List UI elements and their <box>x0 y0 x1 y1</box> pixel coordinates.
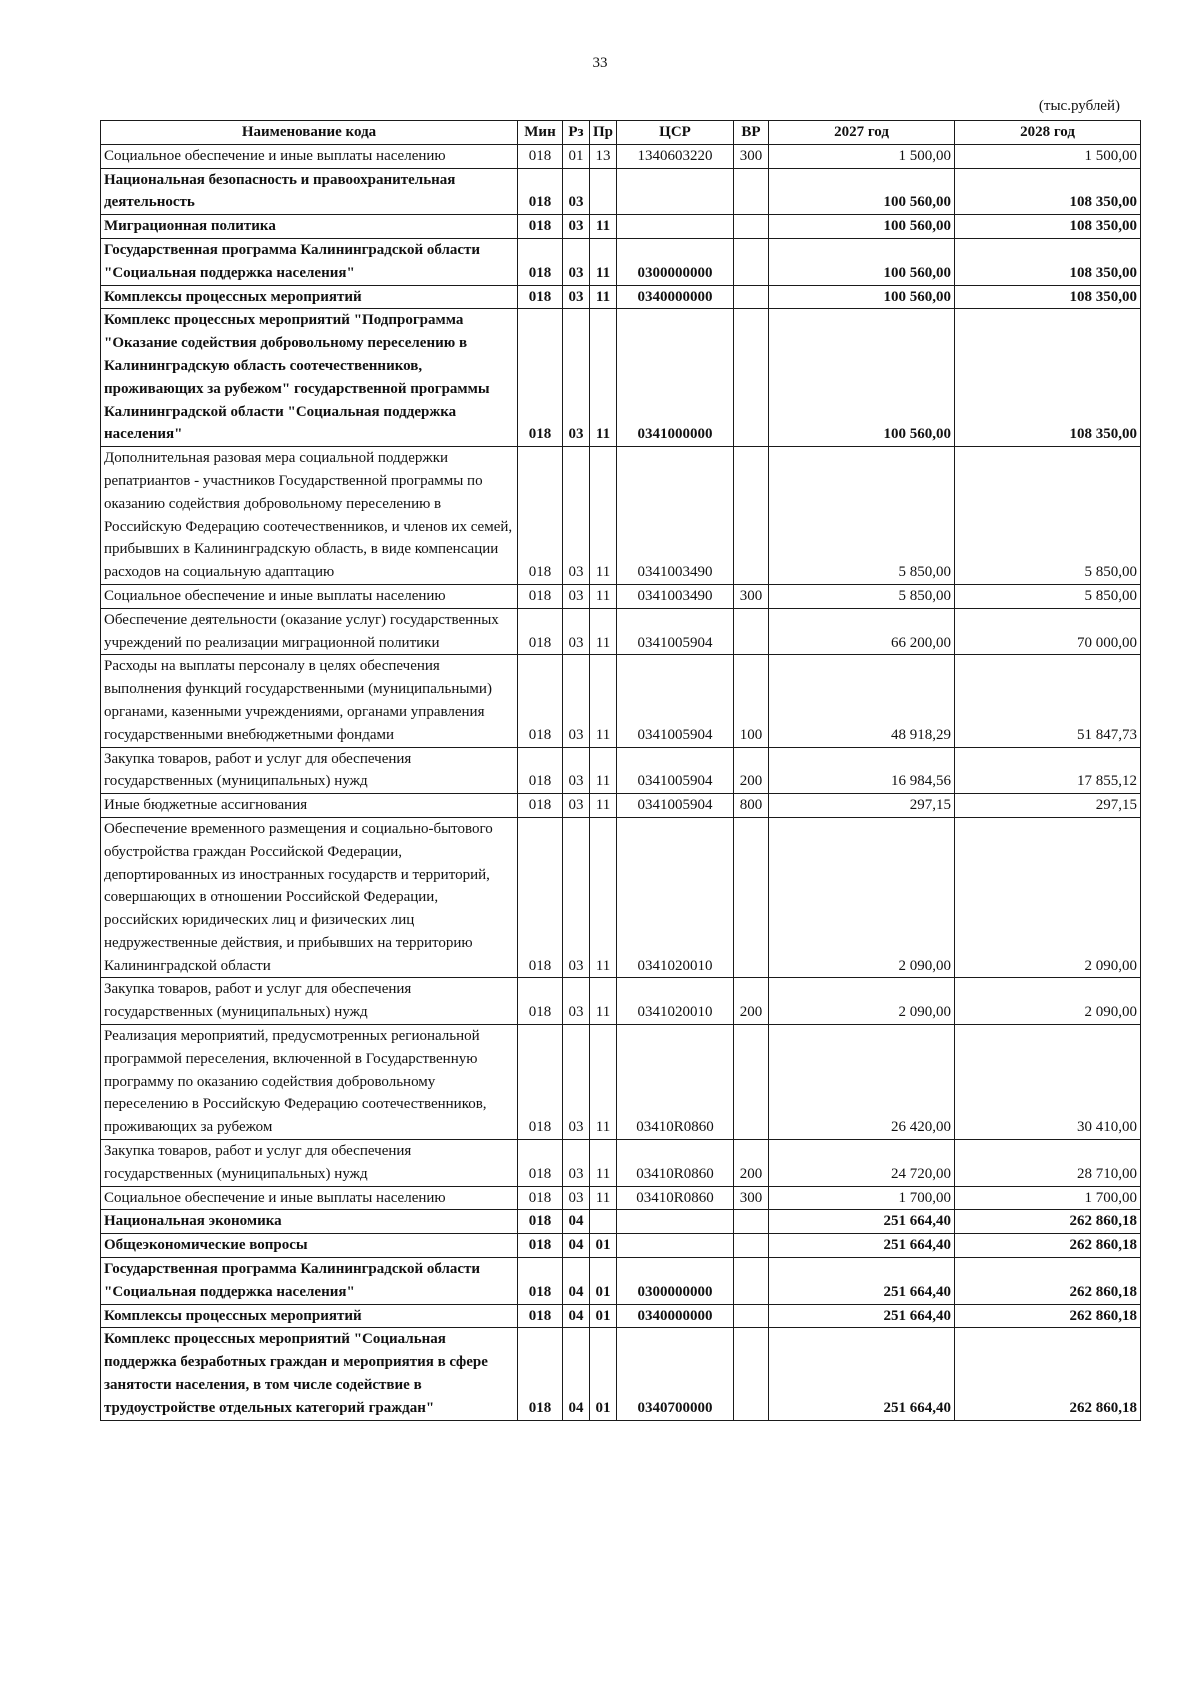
table-row <box>101 1140 1141 1187</box>
table-row <box>101 309 1141 447</box>
cell-amount-2027: 66 200,00 <box>769 608 955 655</box>
cell-amount-2027: 251 664,40 <box>769 1304 955 1328</box>
header-year-2027: 2027 год <box>769 121 955 145</box>
table-row <box>101 238 1141 285</box>
cell-pr: 13 <box>590 144 617 168</box>
cell-rz: 03 <box>563 238 590 285</box>
cell-min: 018 <box>518 285 563 309</box>
cell-vr <box>734 817 769 978</box>
cell-vr <box>734 608 769 655</box>
cell-amount-2027: 251 664,40 <box>769 1234 955 1258</box>
table-header-row <box>101 121 1141 145</box>
table-row <box>101 1328 1141 1420</box>
cell-amount-2027: 100 560,00 <box>769 238 955 285</box>
cell-min: 018 <box>518 144 563 168</box>
cell-name: Комплексы процессных мероприятий <box>101 1304 518 1328</box>
cell-rz: 04 <box>563 1210 590 1234</box>
cell-vr <box>734 1210 769 1234</box>
cell-csr <box>617 215 734 239</box>
cell-vr: 300 <box>734 1186 769 1210</box>
cell-amount-2027: 2 090,00 <box>769 817 955 978</box>
cell-rz: 03 <box>563 215 590 239</box>
table-row <box>101 1210 1141 1234</box>
cell-pr: 11 <box>590 584 617 608</box>
cell-min: 018 <box>518 1186 563 1210</box>
cell-vr <box>734 447 769 585</box>
cell-amount-2028: 108 350,00 <box>955 215 1141 239</box>
cell-amount-2027: 1 700,00 <box>769 1186 955 1210</box>
table-row <box>101 1025 1141 1140</box>
cell-csr: 0341020010 <box>617 817 734 978</box>
cell-pr: 11 <box>590 655 617 747</box>
cell-amount-2028: 108 350,00 <box>955 285 1141 309</box>
cell-min: 018 <box>518 1210 563 1234</box>
table-row <box>101 817 1141 978</box>
cell-name: Дополнительная разовая мера социальной поддержки репатриантов - участников Государственной программы по оказанию содействия добровольному переселению в Российскую Федерацию соотечественников, и членов их семей, прибывших в Калининградскую область, в виде компенсации расходов на социальную адаптацию <box>101 447 518 585</box>
cell-name: Социальное обеспечение и иные выплаты населению <box>101 1186 518 1210</box>
cell-csr: 0341005904 <box>617 794 734 818</box>
table-row <box>101 1304 1141 1328</box>
cell-min: 018 <box>518 168 563 215</box>
cell-amount-2028: 262 860,18 <box>955 1210 1141 1234</box>
cell-vr: 200 <box>734 747 769 794</box>
cell-min: 018 <box>518 747 563 794</box>
cell-min: 018 <box>518 238 563 285</box>
budget-table <box>100 120 1141 1421</box>
table-row <box>101 144 1141 168</box>
cell-rz: 03 <box>563 1140 590 1187</box>
cell-min: 018 <box>518 584 563 608</box>
cell-pr: 11 <box>590 1025 617 1140</box>
cell-amount-2028: 5 850,00 <box>955 447 1141 585</box>
cell-min: 018 <box>518 1140 563 1187</box>
cell-pr: 01 <box>590 1258 617 1305</box>
cell-min: 018 <box>518 1025 563 1140</box>
cell-vr: 300 <box>734 144 769 168</box>
cell-amount-2027: 100 560,00 <box>769 285 955 309</box>
cell-min: 018 <box>518 817 563 978</box>
cell-rz: 03 <box>563 747 590 794</box>
cell-amount-2027: 100 560,00 <box>769 168 955 215</box>
cell-vr <box>734 309 769 447</box>
cell-amount-2028: 262 860,18 <box>955 1258 1141 1305</box>
cell-pr: 11 <box>590 285 617 309</box>
cell-amount-2028: 108 350,00 <box>955 238 1141 285</box>
cell-vr <box>734 1258 769 1305</box>
cell-name: Социальное обеспечение и иные выплаты населению <box>101 584 518 608</box>
cell-pr: 11 <box>590 608 617 655</box>
cell-name: Комплексы процессных мероприятий <box>101 285 518 309</box>
cell-pr: 01 <box>590 1304 617 1328</box>
cell-amount-2027: 251 664,40 <box>769 1328 955 1420</box>
table-row <box>101 447 1141 585</box>
table-row <box>101 747 1141 794</box>
cell-csr: 0340000000 <box>617 1304 734 1328</box>
table-row <box>101 655 1141 747</box>
cell-csr: 0341003490 <box>617 584 734 608</box>
cell-name: Государственная программа Калининградской области "Социальная поддержка населения" <box>101 238 518 285</box>
header-year-2028: 2028 год <box>955 121 1141 145</box>
cell-min: 018 <box>518 655 563 747</box>
cell-pr: 01 <box>590 1234 617 1258</box>
cell-rz: 04 <box>563 1234 590 1258</box>
cell-amount-2028: 28 710,00 <box>955 1140 1141 1187</box>
cell-rz: 03 <box>563 447 590 585</box>
cell-amount-2027: 26 420,00 <box>769 1025 955 1140</box>
cell-csr: 0341005904 <box>617 747 734 794</box>
cell-name: Комплекс процессных мероприятий "Социальная поддержка безработных граждан и мероприятия в сфере занятости населения, в том числе содействие в трудоустройстве отдельных категорий граждан" <box>101 1328 518 1420</box>
cell-pr: 11 <box>590 238 617 285</box>
cell-amount-2028: 5 850,00 <box>955 584 1141 608</box>
cell-rz: 03 <box>563 285 590 309</box>
cell-amount-2028: 1 500,00 <box>955 144 1141 168</box>
cell-amount-2028: 262 860,18 <box>955 1234 1141 1258</box>
cell-amount-2028: 108 350,00 <box>955 309 1141 447</box>
page-number: 33 <box>592 55 608 71</box>
cell-pr <box>590 168 617 215</box>
cell-name: Общеэкономические вопросы <box>101 1234 518 1258</box>
cell-name: Социальное обеспечение и иные выплаты населению <box>101 144 518 168</box>
cell-name: Обеспечение временного размещения и социально-бытового обустройства граждан Российской Федерации, депортированных из иностранных государств и территорий, совершающих в отношении Российской Федерации, российских юридических лиц и физических лиц недружественные действия, и прибывших на территорию Калининградской области <box>101 817 518 978</box>
cell-min: 018 <box>518 1328 563 1420</box>
cell-amount-2027: 16 984,56 <box>769 747 955 794</box>
cell-rz: 03 <box>563 794 590 818</box>
cell-name: Закупка товаров, работ и услуг для обеспечения государственных (муниципальных) нужд <box>101 747 518 794</box>
cell-rz: 03 <box>563 608 590 655</box>
cell-vr <box>734 1025 769 1140</box>
cell-pr: 11 <box>590 1140 617 1187</box>
cell-min: 018 <box>518 215 563 239</box>
cell-amount-2028: 108 350,00 <box>955 168 1141 215</box>
table-row <box>101 285 1141 309</box>
cell-csr: 0341020010 <box>617 978 734 1025</box>
table-row <box>101 584 1141 608</box>
cell-rz: 03 <box>563 817 590 978</box>
cell-pr: 11 <box>590 978 617 1025</box>
header-name: Наименование кода <box>101 121 518 145</box>
table-row <box>101 1186 1141 1210</box>
cell-rz: 04 <box>563 1328 590 1420</box>
cell-vr <box>734 1328 769 1420</box>
cell-csr: 0340700000 <box>617 1328 734 1420</box>
cell-vr <box>734 1234 769 1258</box>
cell-pr: 11 <box>590 447 617 585</box>
cell-csr: 0341005904 <box>617 608 734 655</box>
cell-min: 018 <box>518 1258 563 1305</box>
table-row <box>101 215 1141 239</box>
cell-name: Расходы на выплаты персоналу в целях обеспечения выполнения функций государственными (муниципальными) органами, казенными учреждениями, органами управления государственными внебюджетными фондами <box>101 655 518 747</box>
cell-name: Национальная экономика <box>101 1210 518 1234</box>
cell-vr: 800 <box>734 794 769 818</box>
table-row <box>101 1258 1141 1305</box>
cell-csr <box>617 1234 734 1258</box>
cell-name: Миграционная политика <box>101 215 518 239</box>
cell-pr: 11 <box>590 747 617 794</box>
cell-csr: 0341005904 <box>617 655 734 747</box>
cell-rz: 03 <box>563 1186 590 1210</box>
cell-amount-2027: 297,15 <box>769 794 955 818</box>
cell-amount-2027: 48 918,29 <box>769 655 955 747</box>
cell-vr <box>734 168 769 215</box>
cell-min: 018 <box>518 608 563 655</box>
cell-min: 018 <box>518 1234 563 1258</box>
cell-pr: 11 <box>590 794 617 818</box>
cell-amount-2028: 262 860,18 <box>955 1328 1141 1420</box>
cell-amount-2028: 1 700,00 <box>955 1186 1141 1210</box>
table-row <box>101 978 1141 1025</box>
cell-vr: 300 <box>734 584 769 608</box>
table-row <box>101 1234 1141 1258</box>
cell-amount-2028: 2 090,00 <box>955 817 1141 978</box>
cell-amount-2027: 5 850,00 <box>769 584 955 608</box>
cell-min: 018 <box>518 794 563 818</box>
cell-csr: 0300000000 <box>617 1258 734 1305</box>
cell-amount-2027: 251 664,40 <box>769 1210 955 1234</box>
header-rz: Рз <box>563 121 590 145</box>
cell-amount-2028: 2 090,00 <box>955 978 1141 1025</box>
cell-rz: 03 <box>563 309 590 447</box>
header-pr: Пр <box>590 121 617 145</box>
cell-name: Закупка товаров, работ и услуг для обеспечения государственных (муниципальных) нужд <box>101 1140 518 1187</box>
cell-amount-2028: 17 855,12 <box>955 747 1141 794</box>
cell-pr: 11 <box>590 1186 617 1210</box>
cell-min: 018 <box>518 978 563 1025</box>
cell-rz: 03 <box>563 1025 590 1140</box>
cell-pr: 11 <box>590 817 617 978</box>
cell-pr: 11 <box>590 309 617 447</box>
cell-rz: 03 <box>563 168 590 215</box>
units-label: (тыс.рублей) <box>1038 98 1120 114</box>
cell-amount-2028: 70 000,00 <box>955 608 1141 655</box>
cell-csr: 0300000000 <box>617 238 734 285</box>
table-body <box>101 144 1141 1420</box>
cell-csr: 03410R0860 <box>617 1140 734 1187</box>
cell-min: 018 <box>518 447 563 585</box>
cell-csr <box>617 168 734 215</box>
cell-amount-2028: 30 410,00 <box>955 1025 1141 1140</box>
cell-name: Закупка товаров, работ и услуг для обеспечения государственных (муниципальных) нужд <box>101 978 518 1025</box>
cell-amount-2027: 5 850,00 <box>769 447 955 585</box>
header-min: Мин <box>518 121 563 145</box>
cell-pr <box>590 1210 617 1234</box>
cell-amount-2028: 297,15 <box>955 794 1141 818</box>
cell-amount-2027: 251 664,40 <box>769 1258 955 1305</box>
cell-csr: 0341000000 <box>617 309 734 447</box>
cell-rz: 04 <box>563 1304 590 1328</box>
cell-rz: 04 <box>563 1258 590 1305</box>
cell-amount-2027: 2 090,00 <box>769 978 955 1025</box>
cell-csr <box>617 1210 734 1234</box>
cell-rz: 01 <box>563 144 590 168</box>
cell-name: Национальная безопасность и правоохранительная деятельность <box>101 168 518 215</box>
cell-amount-2027: 100 560,00 <box>769 215 955 239</box>
cell-amount-2027: 1 500,00 <box>769 144 955 168</box>
cell-pr: 11 <box>590 215 617 239</box>
table-row <box>101 608 1141 655</box>
header-csr: ЦСР <box>617 121 734 145</box>
table-row <box>101 794 1141 818</box>
cell-name: Обеспечение деятельности (оказание услуг) государственных учреждений по реализации миграционной политики <box>101 608 518 655</box>
cell-rz: 03 <box>563 978 590 1025</box>
cell-amount-2027: 100 560,00 <box>769 309 955 447</box>
cell-csr: 0340000000 <box>617 285 734 309</box>
cell-vr: 100 <box>734 655 769 747</box>
cell-rz: 03 <box>563 584 590 608</box>
cell-csr: 1340603220 <box>617 144 734 168</box>
table-row <box>101 168 1141 215</box>
cell-vr: 200 <box>734 978 769 1025</box>
cell-csr: 03410R0860 <box>617 1025 734 1140</box>
cell-amount-2028: 51 847,73 <box>955 655 1141 747</box>
cell-amount-2027: 24 720,00 <box>769 1140 955 1187</box>
cell-vr <box>734 215 769 239</box>
cell-name: Комплекс процессных мероприятий "Подпрограмма "Оказание содействия добровольному переселению в Калининградскую область соотечественников, проживающих за рубежом" государственной программы Калининградской области "Социальная поддержка населения" <box>101 309 518 447</box>
cell-vr <box>734 1304 769 1328</box>
cell-min: 018 <box>518 1304 563 1328</box>
cell-vr <box>734 285 769 309</box>
header-vr: ВР <box>734 121 769 145</box>
cell-name: Государственная программа Калининградской области "Социальная поддержка населения" <box>101 1258 518 1305</box>
cell-vr: 200 <box>734 1140 769 1187</box>
cell-rz: 03 <box>563 655 590 747</box>
cell-csr: 03410R0860 <box>617 1186 734 1210</box>
cell-csr: 0341003490 <box>617 447 734 585</box>
cell-name: Реализация мероприятий, предусмотренных региональной программой переселения, включенной в Государственную программу по оказанию содействия добровольному переселению в Российскую Федерацию соотечественников, проживающих за рубежом <box>101 1025 518 1140</box>
cell-amount-2028: 262 860,18 <box>955 1304 1141 1328</box>
cell-pr: 01 <box>590 1328 617 1420</box>
cell-min: 018 <box>518 309 563 447</box>
cell-vr <box>734 238 769 285</box>
cell-name: Иные бюджетные ассигнования <box>101 794 518 818</box>
